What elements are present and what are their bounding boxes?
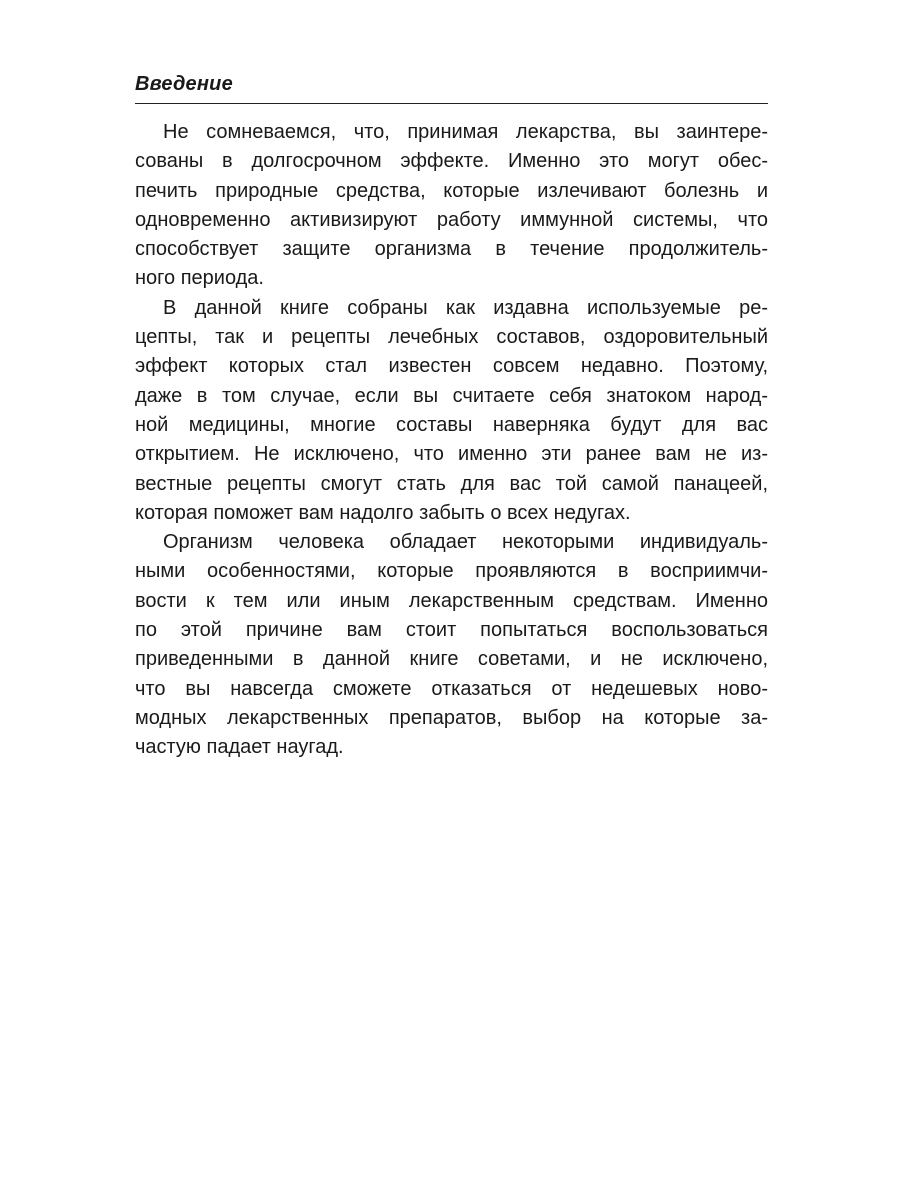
text-line: одновременно активизируют работу иммунной системы, что [135, 208, 768, 231]
text-line: Не сомневаемся, что, принимая лекарства, вы заинтере- [163, 121, 768, 143]
text-line: ными особенностями, которые проявляются в восприимчи- [135, 560, 768, 583]
header-rule [135, 103, 768, 104]
paragraph-2 [135, 294, 768, 528]
text-line: приведенными в данной книге советами, и не исключено, [135, 648, 768, 671]
text-line: которая поможет вам надолго забыть о всех недугах. [135, 501, 631, 524]
text-line: частую падает наугад. [135, 736, 344, 759]
text-line: ной медицины, многие составы наверняка будут для вас [135, 413, 768, 436]
text-line: вости к тем или иным лекарственным средствам. Именно [135, 589, 768, 612]
text-line: даже в том случае, если вы считаете себя знатоком народ- [135, 384, 768, 407]
text-line: открытием. Не исключено, что именно эти ранее вам не из- [135, 443, 768, 466]
text-line: цепты, так и рецепты лечебных составов, оздоровительный [135, 326, 768, 349]
text-line: модных лекарственных препаратов, выбор на которые за- [135, 706, 768, 729]
text-line: что вы навсегда сможете отказаться от недешевых ново- [135, 677, 768, 700]
text-line: вестные рецепты смогут стать для вас той самой панацеей, [135, 472, 768, 495]
text-line: сованы в долгосрочном эффекте. Именно это могут обес- [135, 150, 768, 173]
text-line: Организм человека обладает некоторыми индивидуаль- [163, 531, 768, 554]
body-text [135, 118, 768, 763]
text-line: В данной книге собраны как издавна используемые ре- [163, 296, 768, 319]
text-line: печить природные средства, которые излечивают болезнь и [135, 179, 768, 202]
running-head-title: Введение [135, 73, 233, 95]
paragraph-1 [135, 118, 768, 294]
paragraph-3 [135, 528, 768, 762]
text-line: ного периода. [135, 267, 264, 290]
text-line: по этой причине вам стоит попытаться воспользоваться [135, 619, 768, 642]
text-line: эффект которых стал известен совсем недавно. Поэтому, [135, 355, 768, 378]
text-line: способствует защите организма в течение продолжитель- [135, 238, 768, 261]
